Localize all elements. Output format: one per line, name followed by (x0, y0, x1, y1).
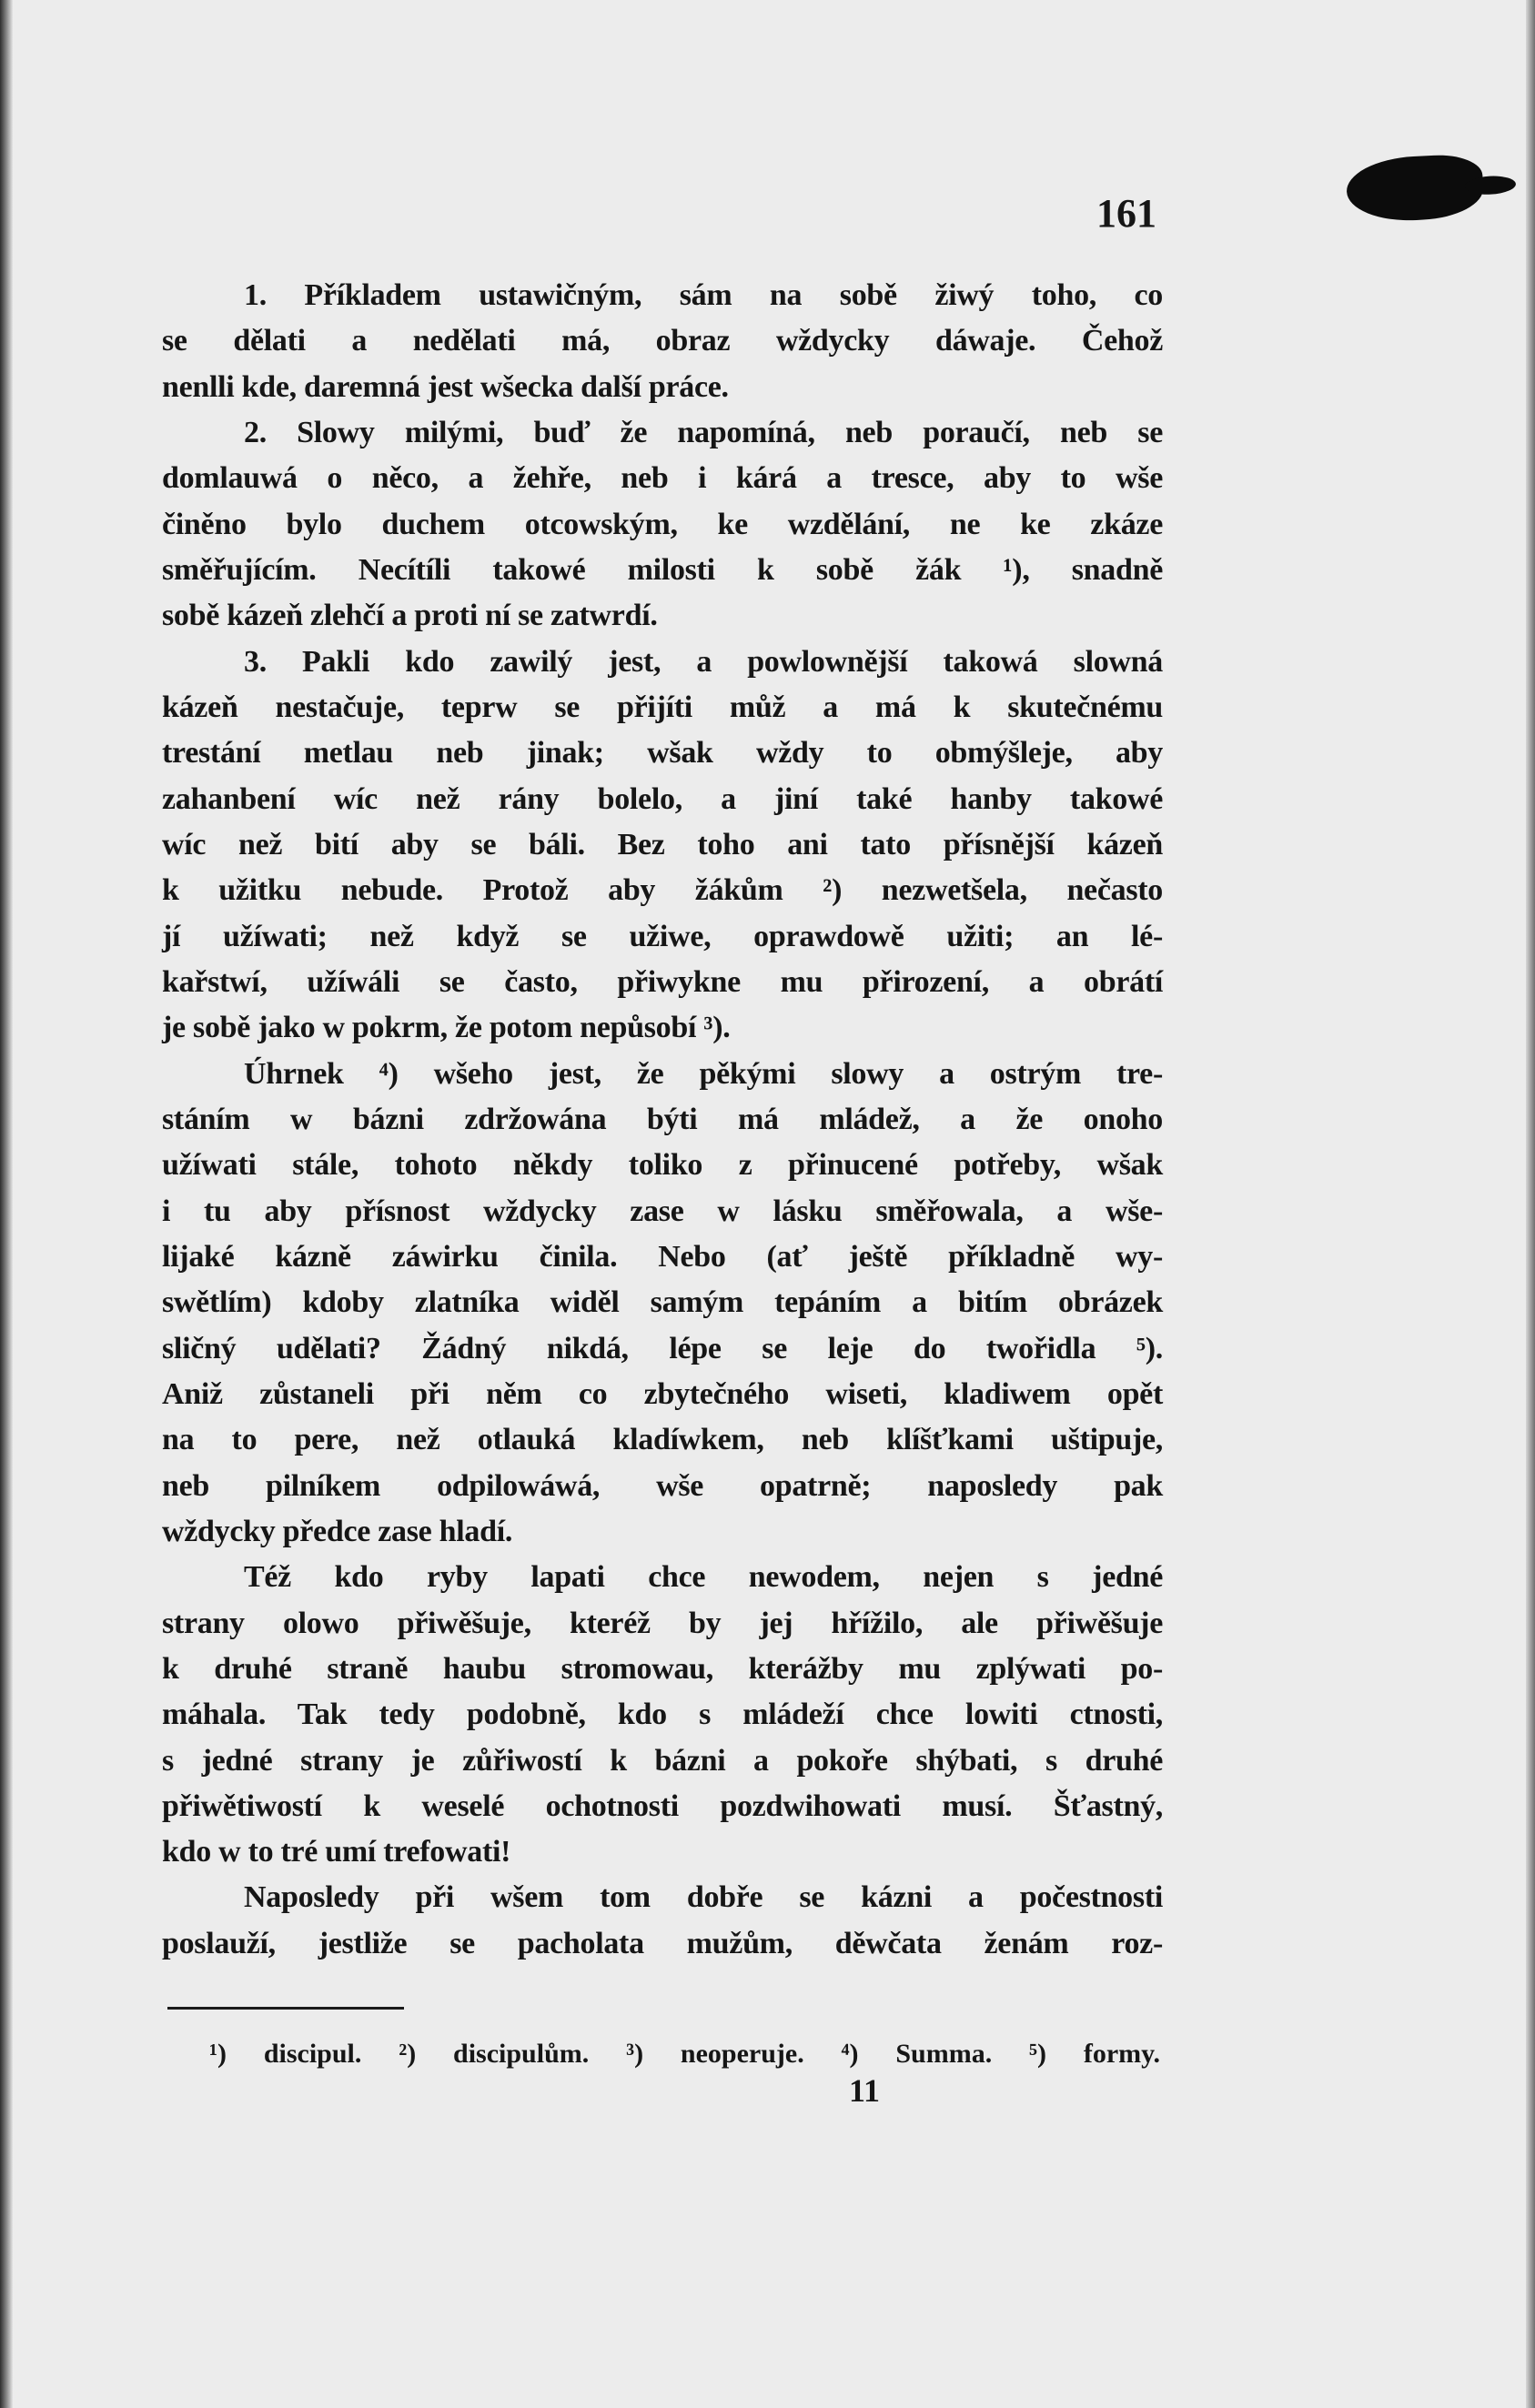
text-line: činěno bylo duchem otcowským, ke wzdělání, ne ke zkáze (162, 507, 1163, 541)
text-line: domlauwá o něco, a žehře, neb i kárá a tresce, aby to wše (162, 461, 1163, 496)
text-line: wíc než bití aby se báli. Bez toho ani tato přísnější kázeň (162, 827, 1163, 861)
text-line: máhala. Tak tedy podobně, kdo s mládeží chce lowiti ctnosti, (162, 1698, 1163, 1732)
ink-blot (1345, 153, 1484, 224)
footnote-rule (167, 2007, 404, 2010)
text-line: kařstwí, užíwáli se často, přiwykne mu přirození, a obrátí (162, 964, 1163, 999)
text-line: i tu aby přísnost wždycky zase w lásku směřowala, a wše- (162, 1194, 1163, 1228)
text-line: je sobě jako w pokrm, že potom nepůsobí ³). (162, 1011, 731, 1045)
text-line: 1. Příkladem ustawičným, sám na sobě žiwý toho, co (244, 278, 1163, 312)
text-line: strany olowo přiwěšuje, kteréž by jej hřížilo, ale přiwěšuje (162, 1606, 1163, 1640)
text-line: k užitku nebude. Protož aby žákům ²) nezwetšela, nečasto (162, 873, 1163, 908)
text-line: nenlli kde, daremná jest wšecka další práce. (162, 369, 729, 404)
text-line: směřujícím. Necítíli takowé milosti k sobě žák ¹), snadně (162, 552, 1163, 587)
text-line: lijaké kázně záwirku činila. Nebo (ať ještě příkladně wy- (162, 1239, 1163, 1274)
text-line: na to pere, než otlauká kladíwkem, neb klíšťkami uštipuje, (162, 1423, 1163, 1457)
text-line: zahanbení wíc než rány bolelo, a jiní také hanby takowé (162, 781, 1163, 816)
printer-signature-mark: 11 (848, 2072, 880, 2109)
text-line: trestání metlau neb jinak; wšak wždy to obmýšleje, aby (162, 736, 1163, 771)
text-line: užíwati stále, tohoto někdy toliko z přinucené potřeby, wšak (162, 1148, 1163, 1183)
body-text (162, 273, 1163, 1967)
page-left-edge (0, 0, 13, 2408)
text-line: Aniž zůstaneli při něm co zbytečného wiseti, kladiwem opět (162, 1376, 1163, 1411)
footnotes: ¹) discipul. ²) discipulům. ³) neoperuje. ⁴) Summa. ⁵) formy. (209, 2039, 1160, 2069)
text-line: s jedné strany je zůřiwostí k bázni a pokoře shýbati, s druhé (162, 1743, 1163, 1778)
text-line: 2. Slowy milými, buď že napomíná, neb poraučí, neb se (244, 415, 1163, 449)
text-line: sobě kázeň zlehčí a proti ní se zatwrdí. (162, 599, 658, 633)
text-line: Naposledy při wšem tom dobře se kázni a počestnosti (244, 1880, 1163, 1915)
text-line: 3. Pakli kdo zawilý jest, a powlownější takowá slowná (244, 644, 1163, 679)
text-line: jí užíwati; než když se užiwe, oprawdowě užiti; an lé- (162, 919, 1163, 953)
text-line: kázeň nestačuje, teprw se přijíti můž a má k skutečnému (162, 690, 1163, 724)
text-line: Též kdo ryby lapati chce newodem, nejen s jedné (244, 1560, 1163, 1595)
text-line: Úhrnek ⁴) wšeho jest, že pěkými slowy a ostrým tre- (244, 1056, 1163, 1091)
text-line: se dělati a nedělati má, obraz wždycky dáwaje. Čehož (162, 324, 1163, 358)
text-line: neb pilníkem odpilowáwá, wše opatrně; naposledy pak (162, 1468, 1163, 1503)
text-line: přiwětiwostí k weselé ochotnosti pozdwihowati musí. Šťastný, (162, 1788, 1163, 1823)
text-line: poslauží, jestliže se pacholata mužům, děwčata ženám roz- (162, 1926, 1163, 1960)
text-line: swětlím) kdoby zlatníka widěl samým tepáním a bitím obrázek (162, 1285, 1163, 1320)
text-line: k druhé straně haubu stromowau, kterážby mu zplýwati po- (162, 1651, 1163, 1686)
page-right-edge (1526, 0, 1535, 2408)
text-line: sličný udělati? Žádný nikdá, lépe se leje do twořidla ⁵). (162, 1331, 1163, 1365)
text-line: kdo w to tré umí trefowati! (162, 1835, 511, 1869)
text-line: wždycky předce zase hladí. (162, 1514, 513, 1548)
page-number: 161 (1096, 191, 1156, 236)
text-line: stáním w bázni zdržowána býti má mládež, a že onoho (162, 1102, 1163, 1136)
